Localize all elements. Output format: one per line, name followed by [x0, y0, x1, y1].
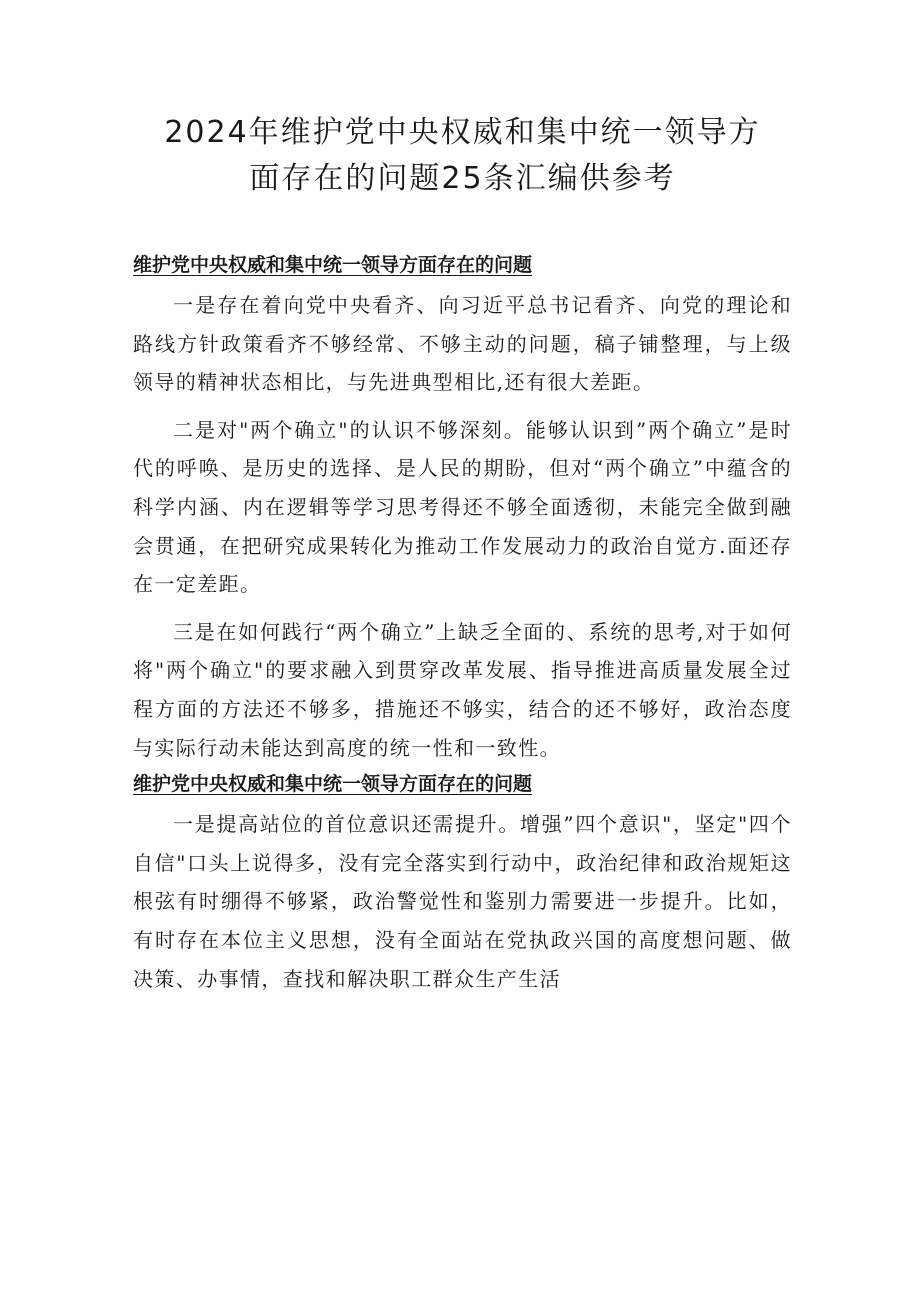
paragraph: 二是对"两个确立"的认识不够深刻。能够认识到”两个确立”是时代的呼唤、是历史的选择、是人民的期盼，但对“两个确立”中蕴含的科学内涵、内在逻辑等学习思考得还不够全面透彻，未能完全做到融会贯通，在把研究成果转化为推动工作发展动力的政治自觉方.面还存在一定差距。 — [133, 417, 792, 597]
document-title — [133, 110, 792, 202]
paragraph: 三是在如何践行“两个确立”上缺乏全面的、系统的思考,对于如何将"两个确立"的要求融入到贯穿改革发展、指导推进高质量发展全过程方面的方法还不够多，措施还不够实，结合的还不够好，政治态度与实际行动未能达到高度的统一性和一致性。 — [133, 619, 792, 760]
section-heading: 维护党中央权威和集中统一领导方面存在的问题 — [133, 254, 533, 276]
section-2 — [133, 769, 792, 998]
document-title-line-2: 面存在的问题25条汇编供参考 — [249, 161, 676, 196]
section-heading: 维护党中央权威和集中统一领导方面存在的问题 — [133, 773, 533, 796]
paragraph: 一是存在着向党中央看齐、向习近平总书记看齐、向党的理论和路线方针政策看齐不够经常、不够主动的问题，稿子铺整理，与上级领导的精神状态相比，与先进典型相比,还有很大差距。 — [133, 293, 792, 395]
document-title-line-1: 2024年维护党中央权威和集中统一领导方 — [164, 115, 761, 150]
section-1 — [133, 250, 792, 767]
paragraph: 一是提高站位的首位意识还需提升。增强”四个意识"，坚定"四个自信"口头上说得多，没有完全落实到行动中，政治纪律和政治规矩这根弦有时绷得不够紧，政治警觉性和鉴别力需要进一步提升。比如，有时存在本位主义思想，没有全面站在党执政兴国的高度想问题、做决策、办事情，查找和解决职工群众生产生活 — [133, 812, 792, 991]
